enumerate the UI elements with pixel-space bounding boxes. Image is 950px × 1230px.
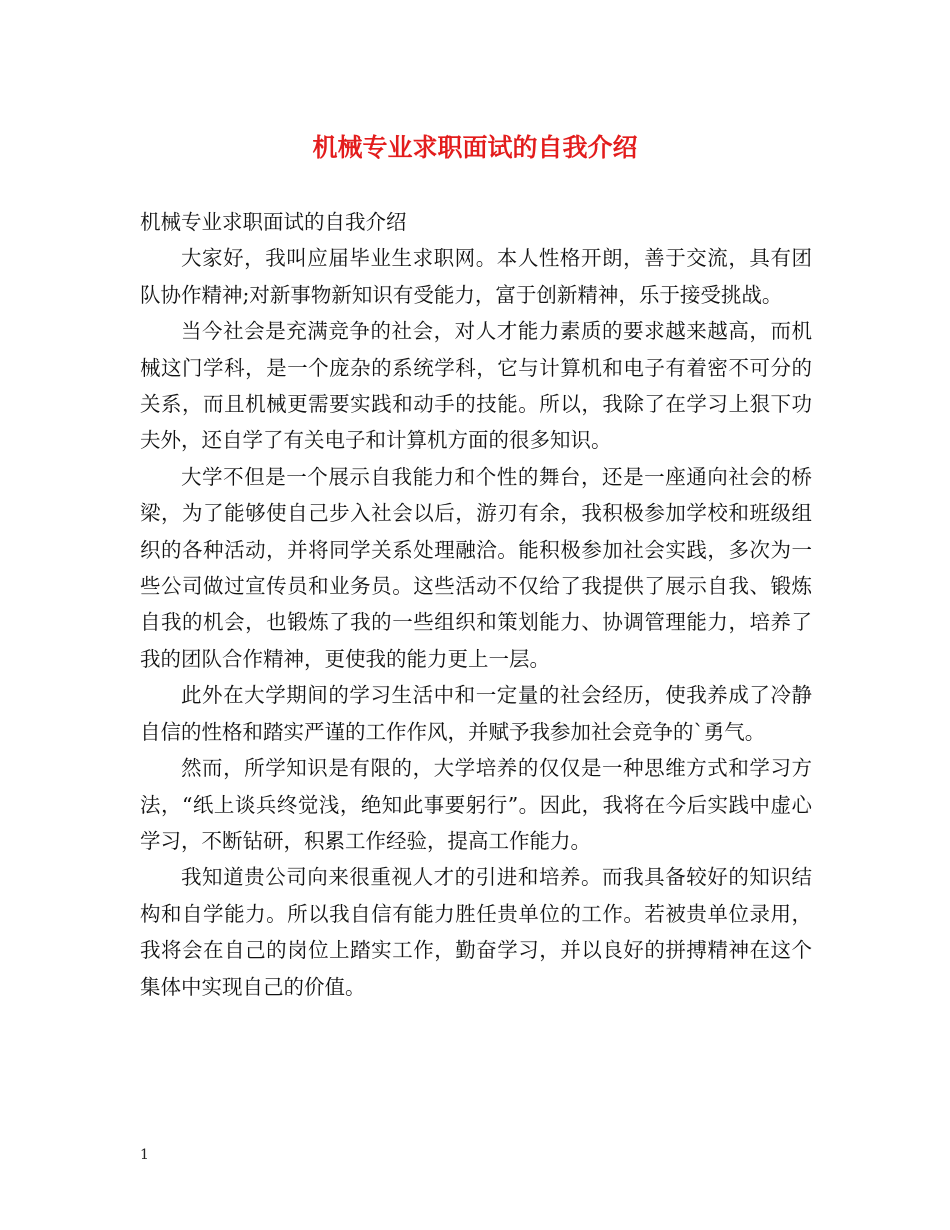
page-number: 1 bbox=[140, 1147, 149, 1163]
paragraph-5: 然而，所学知识是有限的，大学培养的仅仅是一种思维方式和学习方法，“纸上谈兵终觉浅，绝知此事要躬行”。因此，我将在今后实践中虚心学习，不断钻研，积累工作经验，提高工作能力。 bbox=[140, 756, 812, 853]
paragraph-3: 大学不但是一个展示自我能力和个性的舞台，还是一座通向社会的桥梁，为了能够使自己步入社会以后，游刃有余，我积极参加学校和班级组织的各种活动，并将同学关系处理融洽。能积极参加社会实践，多次为一些公司做过宣传员和业务员。这些活动不仅给了我提供了展示自我、锻炼自我的机会，也锻炼了我的一些组织和策划能力、协调管理能力，培养了我的团队合作精神，更使我的能力更上一层。 bbox=[140, 464, 812, 671]
document-subtitle: 机械专业求职面试的自我介绍 bbox=[140, 210, 407, 234]
document-body bbox=[140, 204, 812, 1005]
paragraph-6: 我知道贵公司向来很重视人才的引进和培养。而我具备较好的知识结构和自学能力。所以我自信有能力胜任贵单位的工作。若被贵单位录用，我将会在自己的岗位上踏实工作，勤奋学习，并以良好的拼搏精神在这个集体中实现自己的价值。 bbox=[140, 865, 812, 999]
document-title: 机械专业求职面试的自我介绍 bbox=[312, 133, 638, 162]
paragraph-2: 当今社会是充满竞争的社会，对人才能力素质的要求越来越高，而机械这门学科，是一个庞杂的系统学科，它与计算机和电子有着密不可分的关系，而且机械更需要实践和动手的技能。所以，我除了在学习上狠下功夫外，还自学了有关电子和计算机方面的很多知识。 bbox=[140, 319, 812, 453]
paragraph-1: 大家好，我叫应届毕业生求职网。本人性格开朗，善于交流，具有团队协作精神;对新事物新知识有受能力，富于创新精神，乐于接受挑战。 bbox=[140, 246, 812, 307]
paragraph-4: 此外在大学期间的学习生活中和一定量的社会经历，使我养成了冷静自信的性格和踏实严谨的工作作风，并赋予我参加社会竞争的`勇气。 bbox=[140, 683, 812, 744]
